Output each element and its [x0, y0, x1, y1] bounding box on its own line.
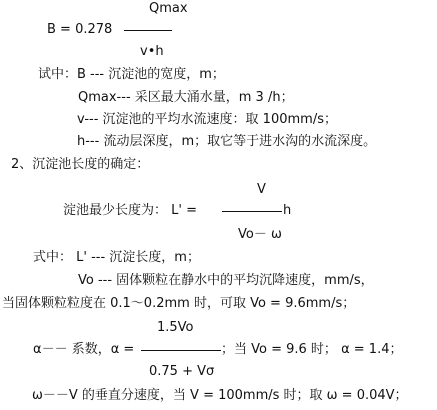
defs-l-vo: Vo --- 固体颗粒在静水中的平均沉降速度，mm/s，	[78, 273, 374, 288]
defs-b-qmax: Qmax--- 采区最大涌水量，m 3 /h；	[78, 90, 294, 105]
formula-alpha-denominator: 0.75 + Vσ	[149, 364, 215, 379]
defs-b-intro: 试中：B --- 沉淀池的宽度，m；	[38, 67, 225, 82]
formula-alpha-fraction-bar	[141, 350, 221, 351]
defs-l-vo-condition: 当固体颗粒粒度在 0.1～0.2mm 时，可取 Vo = 9.6mm/s；	[2, 296, 356, 311]
defs-l-intro: 式中： L' --- 沉淀长度，m；	[33, 250, 200, 265]
formula-b-numerator: Qmax	[149, 1, 188, 16]
formula-l-lhs: 淀池最少长度为： L' =	[63, 203, 197, 218]
formula-l-fraction-bar	[222, 211, 282, 212]
formula-b-lhs: B = 0.278	[47, 22, 113, 37]
formula-alpha-lhs: α－－ 系数，α =	[33, 342, 135, 357]
formula-alpha-rhs: ；当 Vo = 9.6 时； α = 1.4；	[221, 342, 403, 357]
formula-alpha-numerator: 1.5Vo	[157, 320, 194, 335]
defs-b-v: v--- 沉淀池的平均水流速度：取 100mm/s；	[77, 112, 337, 127]
section-2-heading: 2、沉淀池长度的确定：	[11, 157, 150, 172]
formula-b-fraction-bar	[124, 30, 172, 31]
omega-definition: ω－－V 的垂直分速度，当 V = 100mm/s 时；取 ω = 0.04V；	[32, 388, 408, 403]
defs-b-h: h--- 流动层深度，m；取它等于进水沟的水流深度。	[77, 134, 377, 149]
formula-l-denominator: Vo－ ω	[238, 227, 282, 242]
formula-l-rhs: h	[283, 203, 292, 218]
formula-l-numerator: V	[257, 182, 266, 197]
formula-b-denominator: v•h	[140, 44, 164, 59]
